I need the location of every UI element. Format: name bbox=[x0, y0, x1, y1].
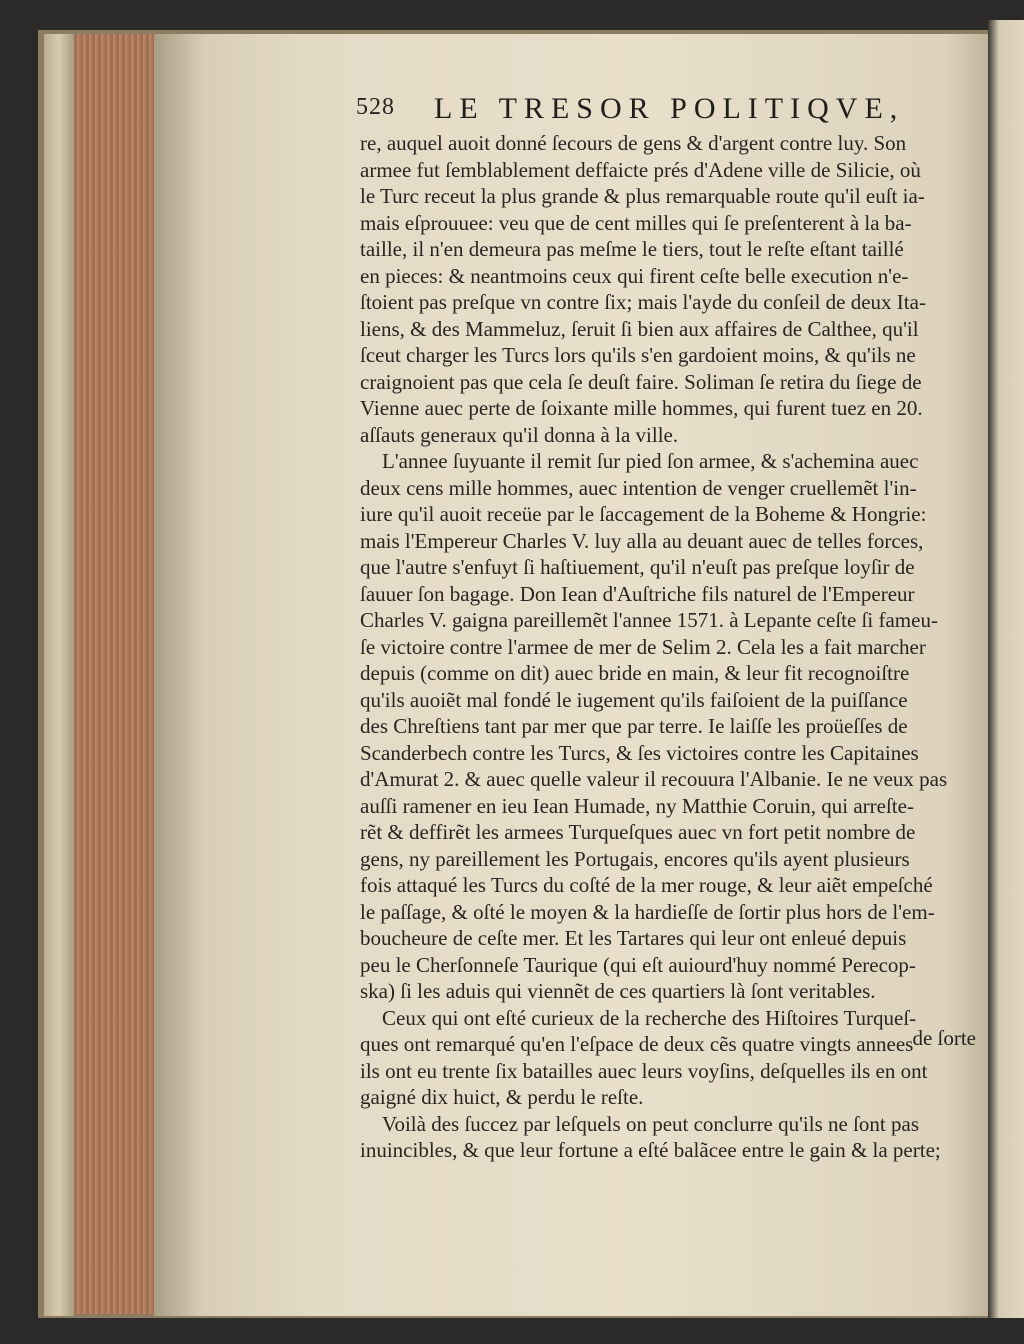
page-block-edge bbox=[74, 34, 154, 1314]
body-text bbox=[360, 130, 984, 1164]
text-line: ſtoient pas preſque vn contre ſix; mais l'ayde du conſeil de deux Ita- bbox=[360, 290, 926, 314]
text-line: ils ont eu trente ſix batailles auec leurs voyſins, deſquelles ils en ont bbox=[360, 1058, 928, 1083]
text-line: peu le Cherſonneſe Taurique (qui eſt auiourd'huy nommé Perecop- bbox=[360, 952, 916, 977]
text-line: qu'ils auoiẽt mal fondé le iugement qu'ils faiſoient de la puiſſance bbox=[360, 687, 908, 712]
text-line: armee fut ſemblablement deffaicte prés d'Adene ville de Silicie, où bbox=[360, 157, 921, 182]
text-line: le Turc receut la plus grande & plus remarquable route qu'il euſt ia- bbox=[360, 184, 925, 208]
text-line: taille, il n'en demeura pas meſme le tiers, tout le reſte eſtant taillé bbox=[360, 237, 904, 261]
text-line: deux cens mille hommes, auec intention de venger cruellemẽt l'in- bbox=[360, 475, 917, 500]
text-line: des Chreſtiens tant par mer que par terre. Ie laiſſe les proüeſſes de bbox=[360, 714, 908, 738]
text-line: re, auquel auoit donné ſecours de gens & d'argent contre luy. Son bbox=[360, 131, 907, 155]
text-line: ſceut charger les Turcs lors qu'ils s'en gardoient moins, & qu'ils ne bbox=[360, 343, 916, 367]
text-line: Vienne auec perte de ſoixante mille hommes, qui furent tuez en 20. bbox=[360, 396, 923, 420]
text-line: Voilà des ſuccez par leſquels on peut conclurre qu'ils ne ſont pas bbox=[382, 1111, 919, 1136]
text-line: que l'autre s'enfuyt ſi haſtiuement, qu'il n'euſt pas preſque loyſir de bbox=[360, 555, 915, 579]
text-line: mais l'Empereur Charles V. luy alla au deuant auec de telles forces, bbox=[360, 528, 924, 553]
text-line: ſe victoire contre l'armee de mer de Selim 2. Cela les a fait marcher bbox=[360, 634, 926, 659]
text-line: ska) ſi les aduis qui viennẽt de ces quartiers là ſont veritables. bbox=[360, 979, 876, 1003]
running-title: LE TRESOR POLITIQVE, bbox=[434, 92, 905, 125]
text-line: liens, & des Mammeluz, ſeruit ſi bien aux affaires de Calthee, qu'il bbox=[360, 316, 919, 341]
text-line: mais eſprouuee: veu que de cent milles qui ſe preſenterent à la ba- bbox=[360, 210, 912, 235]
text-line: d'Amurat 2. & auec quelle valeur il recouura l'Albanie. Ie ne veux pas bbox=[360, 767, 948, 791]
text-line: boucheure de ceſte mer. Et les Tartares qui leur ont enleué depuis bbox=[360, 926, 907, 950]
text-line: Scanderbech contre les Turcs, & ſes victoires contre les Capitaines bbox=[360, 740, 919, 765]
page-number: 528 bbox=[356, 94, 395, 120]
text-line: inuincibles, & que leur fortune a eſté balãcee entre le gain & la perte; bbox=[360, 1138, 941, 1162]
running-head bbox=[356, 92, 976, 132]
text-line: le paſſage, & oſté le moyen & la hardieſſe de ſortir plus hors de l'em- bbox=[360, 899, 935, 924]
text-line: aſſauts generaux qu'il donna à la ville. bbox=[360, 422, 679, 447]
text-line: auſſi ramener en ieu Iean Humade, ny Matthie Coruin, qui arreſte- bbox=[360, 793, 914, 818]
text-line: ques ont remarqué qu'en l'eſpace de deux cẽs quatre vingts annees bbox=[360, 1032, 914, 1056]
text-line: Ceux qui ont eſté curieux de la recherche des Hiſtoires Turqueſ- bbox=[382, 1005, 917, 1030]
text-line: ſauuer ſon bagage. Don Iean d'Auſtriche fils naturel de l'Empereur bbox=[360, 581, 915, 606]
text-line: Charles V. gaigna pareillemẽt l'annee 1571. à Lepante ceſte ſi fameu- bbox=[360, 608, 938, 632]
text-line: rẽt & deffirẽt les armees Turqueſques auec vn fort petit nombre de bbox=[360, 820, 916, 844]
cover-board-edge bbox=[44, 34, 74, 1316]
text-line: gaigné dix huict, & perdu le reſte. bbox=[360, 1085, 644, 1109]
text-line: L'annee ſuyuante il remit ſur pied ſon armee, & s'achemina auec bbox=[382, 449, 919, 473]
text-line: en pieces: & neantmoins ceux qui firent ceſte belle execution n'e- bbox=[360, 263, 909, 288]
text-line: gens, ny pareillement les Portugais, encores qu'ils ayent plusieurs bbox=[360, 846, 910, 871]
text-line: depuis (comme on dit) auec bride en main, & leur fit recognoiſtre bbox=[360, 661, 910, 685]
catchword: de ſorte bbox=[912, 1026, 976, 1050]
facing-page-edge bbox=[988, 20, 1024, 1330]
text-line: craignoient pas que cela ſe deuſt faire. Soliman ſe retira du ſiege de bbox=[360, 369, 922, 394]
text-line: fois attaqué les Turcs du coſté de la mer rouge, & leur aiẽt empeſché bbox=[360, 873, 933, 897]
scan-ruler-strip bbox=[0, 1318, 1024, 1344]
text-line: iure qu'il auoit receüe par le ſaccagement de la Boheme & Hongrie: bbox=[360, 502, 927, 526]
